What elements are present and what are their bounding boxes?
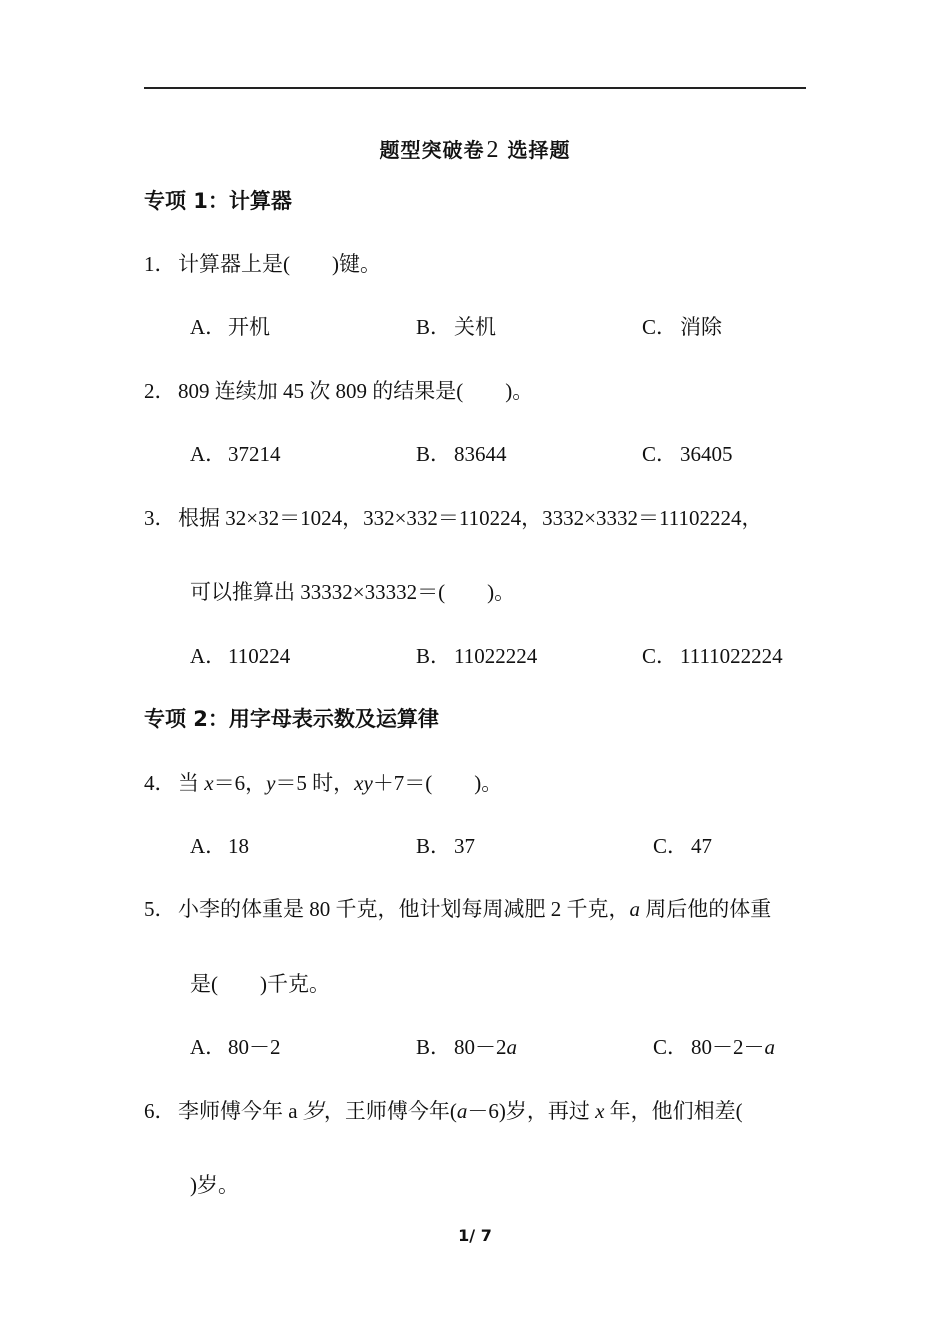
option-b: B． 37 bbox=[416, 834, 475, 858]
section-heading-2: 专项 2：用字母表示数及运算律 bbox=[144, 707, 439, 731]
option-c: C． 1111022224 bbox=[642, 644, 783, 668]
question-4: 4． 当 x＝6，y＝5 时，xy＋7＝( )。 bbox=[144, 771, 503, 795]
page-number: 1/ 7 bbox=[458, 1226, 492, 1245]
option-c: C． 消除 bbox=[642, 315, 722, 339]
option-a: A．18 bbox=[190, 834, 249, 858]
page-title: 题型突破卷2 选择题 bbox=[379, 137, 571, 163]
header-rule bbox=[144, 87, 806, 89]
section-heading-1: 专项 1：计算器 bbox=[144, 189, 292, 213]
option-a: A．开机 bbox=[190, 315, 270, 339]
option-b: B． 83644 bbox=[416, 442, 507, 466]
question-5: 5． 小李的体重是 80 千克，他计划每周减肥 2 千克，a 周后他的体重 bbox=[144, 897, 772, 921]
option-b: B． 80－2a bbox=[416, 1035, 517, 1059]
question-5-continuation: 是( )千克。 bbox=[190, 972, 330, 996]
question-6-continuation: )岁。 bbox=[190, 1173, 239, 1197]
option-a: A．110224 bbox=[190, 644, 291, 668]
question-6: 6． 李师傅今年 a 岁，王师傅今年(a－6)岁，再过 x 年，他们相差( bbox=[144, 1099, 743, 1123]
question-2: 2． 809 连续加 45 次 809 的结果是( )。 bbox=[144, 379, 534, 403]
option-a: A．37214 bbox=[190, 442, 281, 466]
question-1: 1． 计算器上是( )键。 bbox=[144, 252, 381, 276]
question-3-continuation: 可以推算出 33332×33332＝( )。 bbox=[190, 580, 516, 604]
option-b: B． 关机 bbox=[416, 315, 496, 339]
option-c: C． 47 bbox=[653, 834, 712, 858]
option-b: B． 11022224 bbox=[416, 644, 538, 668]
option-a: A．80－2 bbox=[190, 1035, 281, 1059]
option-c: C． 36405 bbox=[642, 442, 733, 466]
option-c: C． 80－2－a bbox=[653, 1035, 775, 1059]
question-3: 3． 根据 32×32＝1024，332×332＝110224，3332×3332＝11102224， bbox=[144, 506, 763, 530]
